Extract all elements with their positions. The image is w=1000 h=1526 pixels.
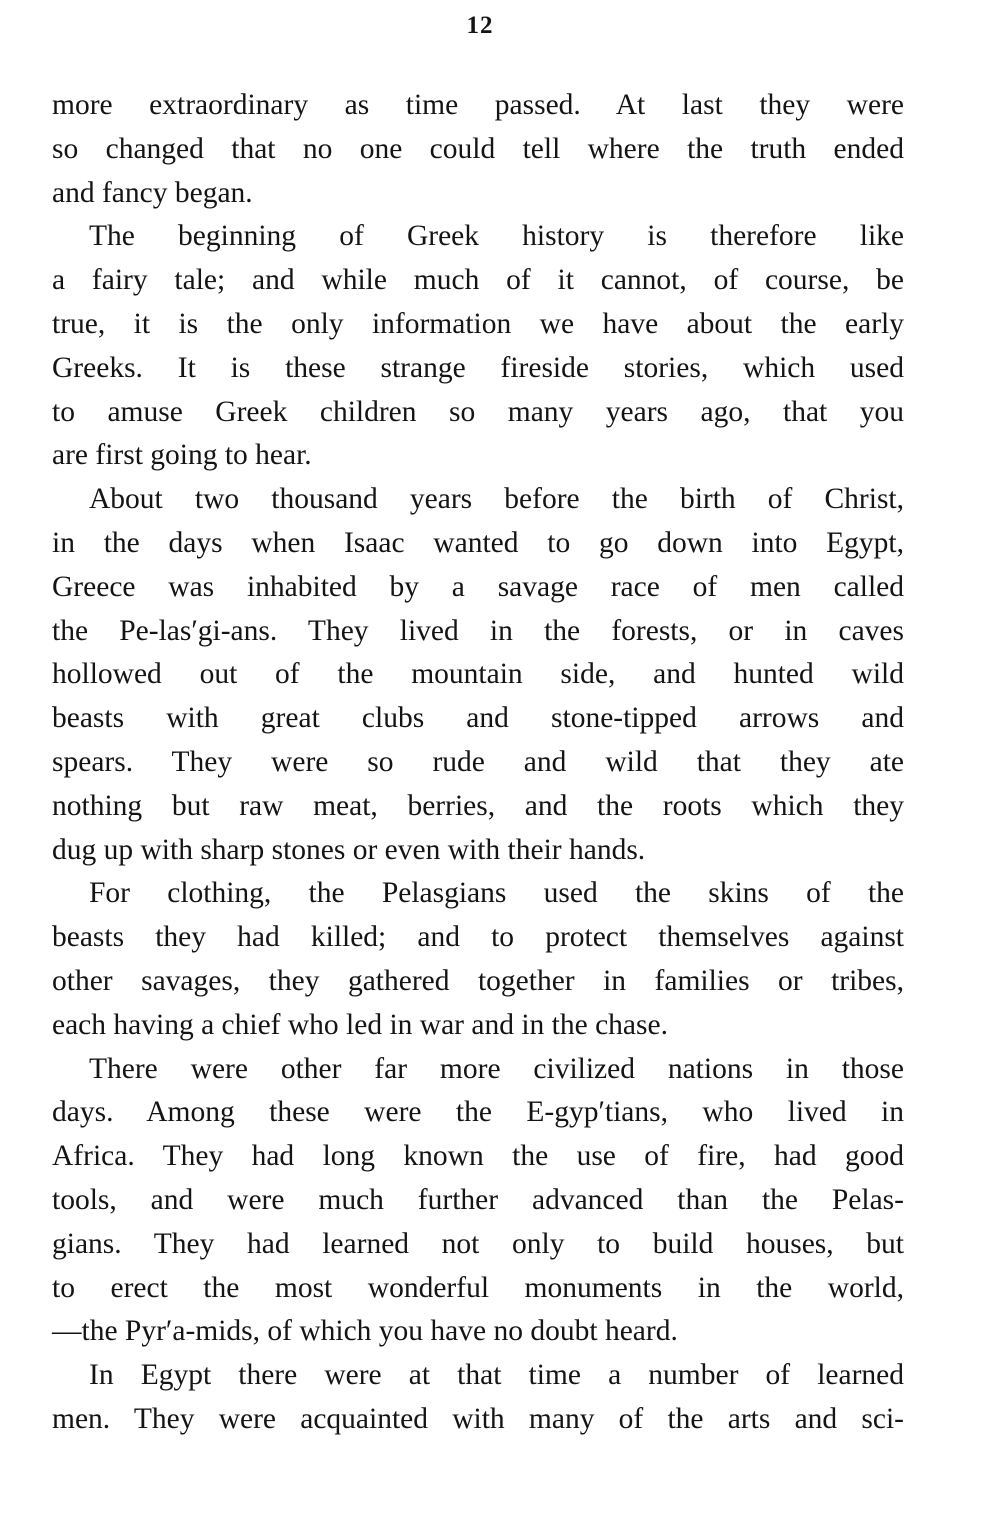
text-line: About two thousand years before the birth of Christ, [89,483,904,516]
page-number: 12 [466,12,494,39]
text-line: gians. They had learned not only to build houses, but [52,1227,904,1260]
text-line: —the Pyr′a-mids, of which you have no doubt heard. [52,1315,678,1348]
text-line: beasts with great clubs and stone-tipped arrows and [52,702,904,735]
paragraph [52,478,904,872]
text-line: tools, and were much further advanced than the Pelas- [52,1183,904,1216]
text-line: spears. They were so rude and wild that they ate [52,745,904,778]
text-line: In Egypt there were at that time a number of learned [89,1359,904,1392]
paragraph [52,872,904,1047]
text-line: beasts they had killed; and to protect themselves against [52,921,904,954]
text-line: true, it is the only information we have about the early [52,307,904,340]
text-line: a fairy tale; and while much of it cannot, of course, be [52,264,904,297]
text-line: hollowed out of the mountain side, and hunted wild [52,658,904,691]
text-line: are first going to hear. [52,439,312,472]
text-line: so changed that no one could tell where the truth ended [52,132,904,165]
text-line: The beginning of Greek history is therefore like [89,220,904,253]
text-line: to amuse Greek children so many years ago, that you [52,395,904,428]
text-line: the Pe-las′gi-ans. They lived in the forests, or in caves [52,614,904,647]
text-line: nothing but raw meat, berries, and the roots which they [52,789,904,822]
text-line: Greece was inhabited by a savage race of men called [52,570,904,603]
text-line: each having a chief who led in war and in the chase. [52,1008,668,1041]
paragraph [52,215,904,478]
text-line: and fancy began. [52,176,253,209]
text-line: dug up with sharp stones or even with their hands. [52,833,646,866]
text-line: For clothing, the Pelasgians used the skins of the [89,877,904,910]
text-line: in the days when Isaac wanted to go down into Egypt, [52,526,904,559]
text-line: to erect the most wonderful monuments in the world, [52,1271,904,1304]
paragraph [52,1048,904,1355]
text-line: days. Among these were the E-gyp′tians, who lived in [52,1096,904,1129]
paragraph [52,84,904,215]
text-line: more extraordinary as time passed. At last they were [52,89,904,121]
text-line: Africa. They had long known the use of fire, had good [52,1140,904,1173]
paragraph [52,1354,904,1442]
text-line: other savages, they gathered together in families or tribes, [52,964,904,997]
text-line: There were other far more civilized nations in those [89,1052,904,1085]
text-line: Greeks. It is these strange fireside stories, which used [52,351,904,384]
body-text [52,84,904,1442]
text-line: men. They were acquainted with many of the arts and sci- [52,1402,904,1435]
